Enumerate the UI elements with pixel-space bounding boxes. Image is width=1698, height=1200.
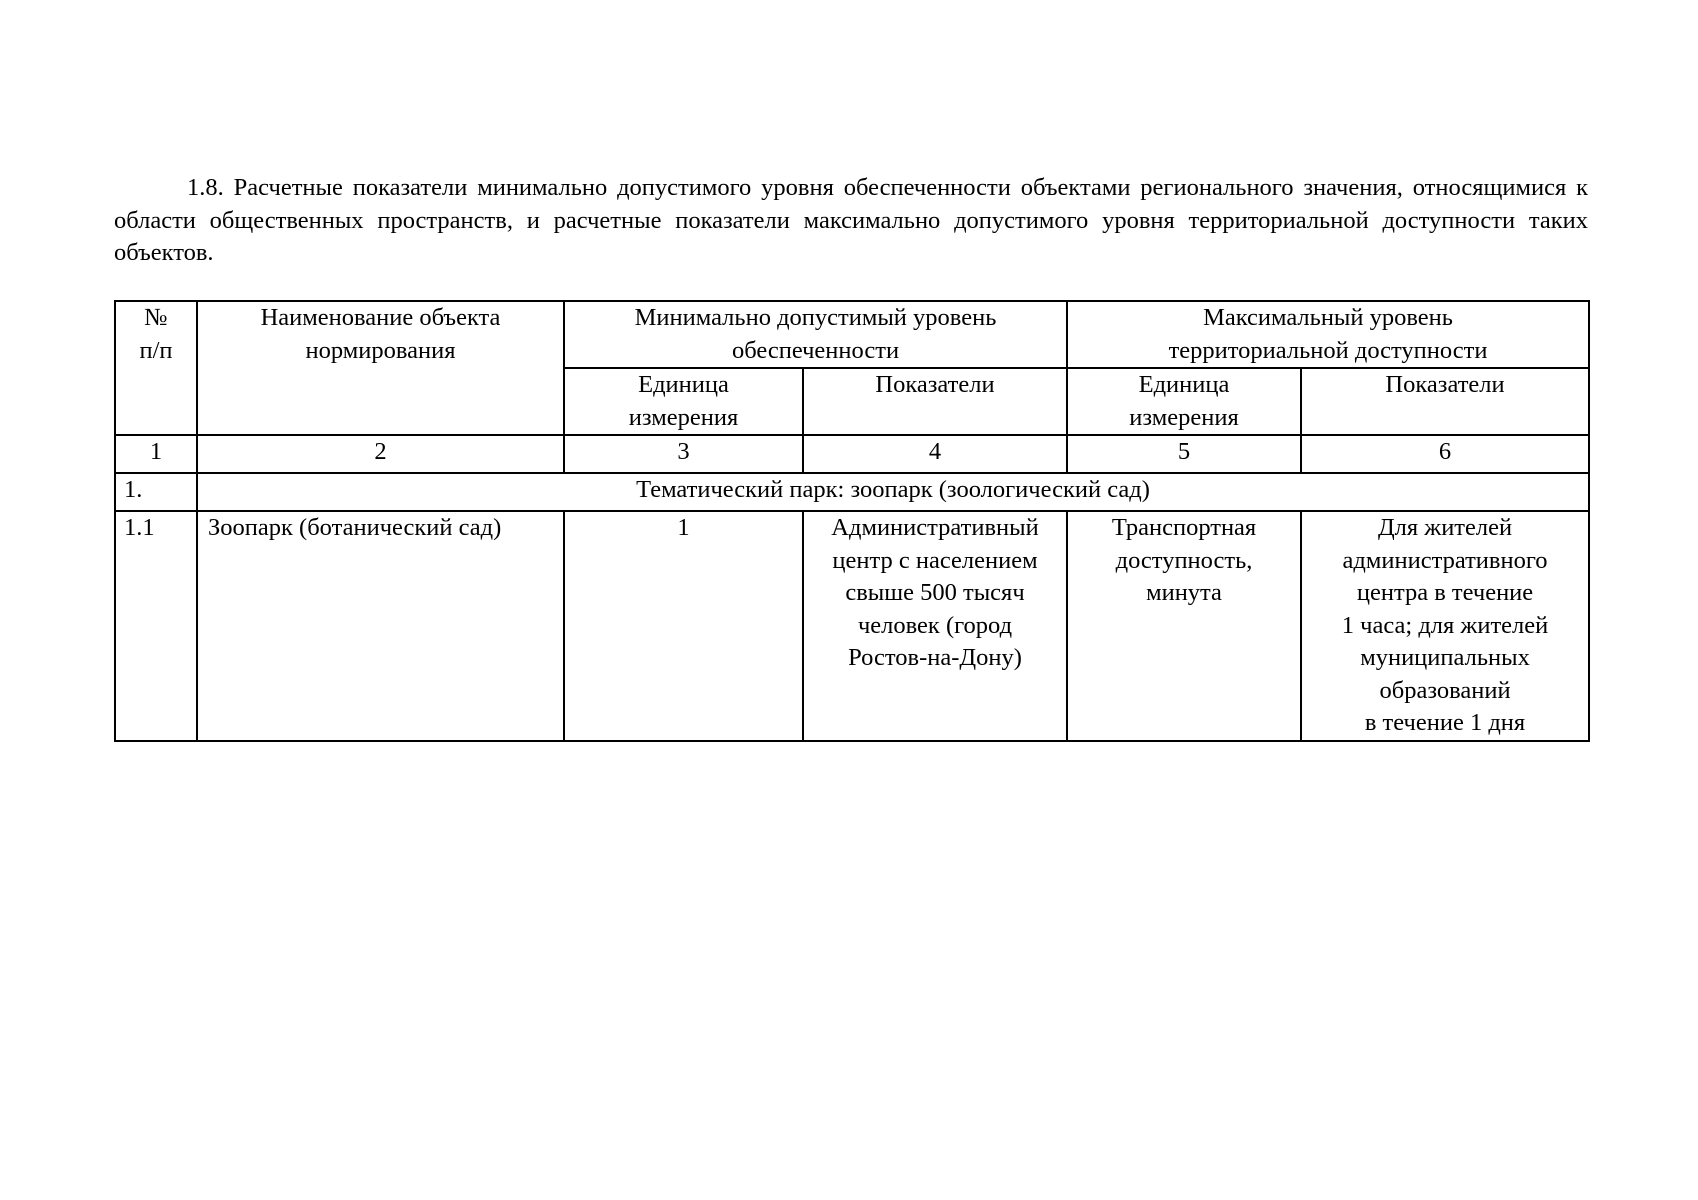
section-row bbox=[115, 473, 1589, 511]
header-row-top bbox=[115, 301, 1589, 368]
row-number: 1.1 bbox=[115, 511, 197, 741]
row-min-unit: 1 bbox=[564, 511, 803, 741]
column-number-3: 3 bbox=[564, 435, 803, 473]
norms-table bbox=[114, 300, 1590, 742]
header-number: № п/п bbox=[139, 304, 173, 364]
document-page bbox=[114, 172, 1588, 736]
column-number-row bbox=[115, 435, 1589, 473]
row-min-indicators: Административный центр с населением свыше 500 тысяч человек (город Ростов-на-Дону) bbox=[831, 514, 1039, 671]
header-max-indicators: Показатели bbox=[1385, 371, 1505, 398]
row-name: Зоопарк (ботанический сад) bbox=[197, 511, 564, 741]
header-max-unit-cell bbox=[1067, 368, 1301, 435]
column-number-4: 4 bbox=[803, 435, 1067, 473]
header-min-group-cell bbox=[564, 301, 1067, 368]
row-max-indicators-cell bbox=[1301, 511, 1589, 741]
header-max-group: Максимальный уровень территориальной доступности bbox=[1168, 304, 1488, 364]
header-min-unit-cell bbox=[564, 368, 803, 435]
column-number-1: 1 bbox=[115, 435, 197, 473]
row-max-indicators: Для жителей административного центра в течение 1 часа; для жителей муниципальных образований в течение 1 дня bbox=[1341, 514, 1549, 736]
header-min-indicators-cell bbox=[803, 368, 1067, 435]
header-min-indicators: Показатели bbox=[875, 371, 995, 398]
table-row bbox=[115, 511, 1589, 741]
row-min-indicators-cell bbox=[803, 511, 1067, 741]
header-max-group-cell bbox=[1067, 301, 1589, 368]
row-max-unit: Транспортная доступность, минута bbox=[1111, 514, 1257, 606]
section-number: 1. bbox=[115, 473, 197, 511]
header-min-group: Минимально допустимый уровень обеспеченности bbox=[634, 304, 997, 364]
header-max-unit: Единица измерения bbox=[1129, 371, 1239, 431]
header-name: Наименование объекта нормирования bbox=[260, 304, 501, 364]
header-min-unit: Единица измерения bbox=[628, 371, 739, 431]
section-title: Тематический парк: зоопарк (зоологический сад) bbox=[197, 473, 1589, 511]
header-name-cell bbox=[197, 301, 564, 435]
header-max-indicators-cell bbox=[1301, 368, 1589, 435]
intro-paragraph: 1.8. Расчетные показатели минимально допустимого уровня обеспеченности объектами регионального значения, относящимися к области общественных пространств, и расчетные показатели максимально допустимого уровня территориальной доступности таких объектов. bbox=[114, 174, 1588, 266]
header-number-cell bbox=[115, 301, 197, 435]
row-max-unit-cell bbox=[1067, 511, 1301, 741]
column-number-6: 6 bbox=[1301, 435, 1589, 473]
column-number-2: 2 bbox=[197, 435, 564, 473]
column-number-5: 5 bbox=[1067, 435, 1301, 473]
